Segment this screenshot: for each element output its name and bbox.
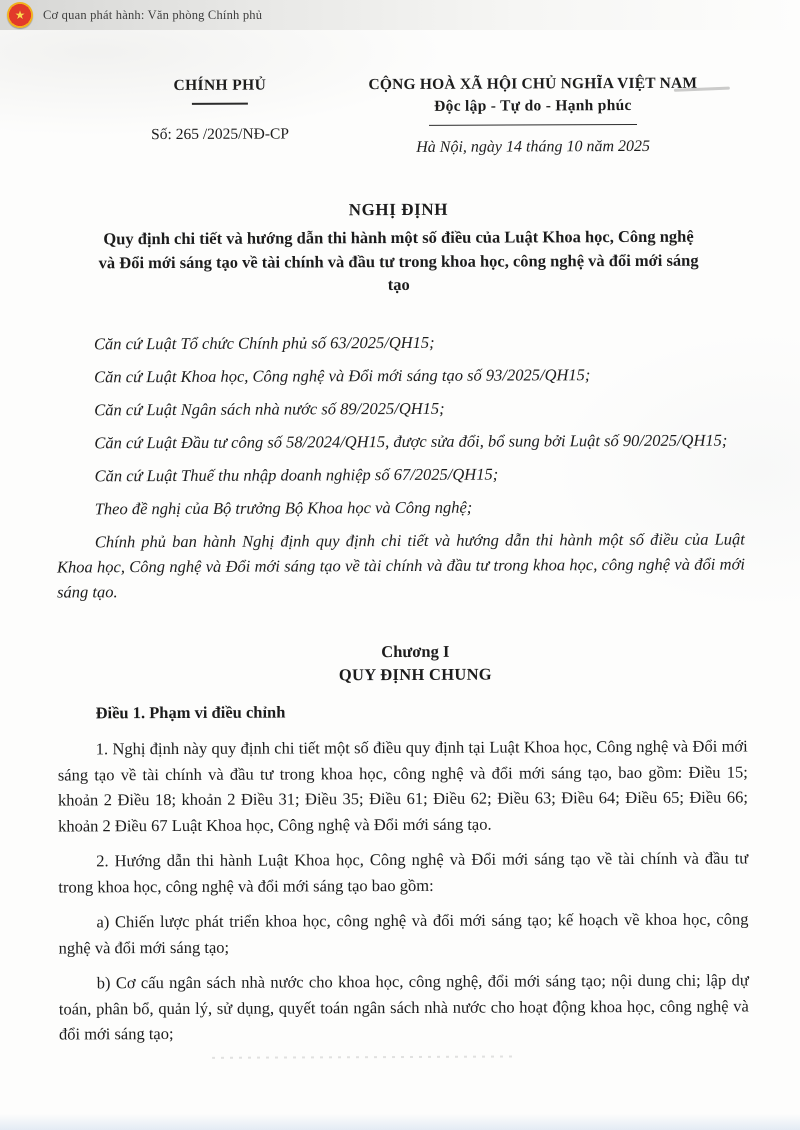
vietnam-emblem-icon [7,2,33,28]
article-clause: a) Chiến lược phát triển khoa học, công nghệ và đổi mới sáng tạo; kế hoạch về khoa học, công nghệ và đổi mới sáng tạo; [58,909,749,957]
chapter-title: QUY ĐỊNH CHUNG [338,664,492,685]
motto-rule [429,124,637,126]
article-clause: 2. Hướng dẫn thi hành Luật Khoa học, Công nghệ và Đổi mới sáng tạo về tài chính và đầu tư trong khoa học, công nghệ và đổi mới sáng tạo bao gồm: [58,848,749,896]
article-clause: 1. Nghị định này quy định chi tiết một số điều quy định tại Luật Khoa học, Công nghệ và Đổi mới sáng tạo về tài chính và đầu tư trong khoa học, công nghệ và đổi mới sáng tạo, bao gồm: Điều 15; khoản 2 Điều 18; khoản 2 Điều 31; Điều 35; Điều 61; Điều 62; Điều 63; Điều 64; Điều 65; Điều 66; khoản 2 Điều 67 Luật Khoa học, Công nghệ và Đổi mới sáng tạo. [57,736,748,835]
preamble-enactment: Chính phủ ban hành Nghị định quy định chi tiết và hướng dẫn thi hành một số điều của Luật Khoa học, Công nghệ và Đổi mới sáng tạo về tài chính và đầu tư trong khoa học, công nghệ và đổi mới sáng tạo. [56,529,745,602]
national-title: CỘNG HOÀ XÃ HỘI CHỦ NGHĨA VIỆT NAM [368,74,698,94]
national-header-block [334,75,732,158]
preamble-citation: Căn cứ Luật Tổ chức Chính phủ số 63/2025/QH15; [93,332,435,354]
scan-bottom-tint [0,1114,800,1130]
issuer-rule [192,103,248,105]
preamble-citation: Căn cứ Luật Ngân sách nhà nước số 89/2025/QH15; [94,398,445,420]
preamble-citation: Theo đề nghị của Bộ trưởng Bộ Khoa học và Công nghệ; [94,497,473,519]
document-type-title: NGHỊ ĐỊNH [348,199,449,220]
scan-artifact-dots [212,1056,512,1059]
issuer-block [106,76,334,144]
preamble-citation: Căn cứ Luật Khoa học, Công nghệ và Đổi mới sáng tạo số 93/2025/QH15; [94,365,591,387]
document-page [0,30,800,1130]
chapter-number: Chương I [381,641,450,662]
preamble-citation: Căn cứ Luật Thuế thu nhập doanh nghiệp số 67/2025/QH15; [94,464,499,486]
issuing-agency-label: Cơ quan phát hành: Văn phòng Chính phủ [43,7,263,22]
title-block [0,198,799,298]
document-number: Số: 265 /2025/NĐ-CP [151,125,289,144]
star-icon: ★ [14,8,26,22]
article-1-section [58,700,750,1057]
national-motto: Độc lập - Tự do - Hạnh phúc [434,96,632,115]
issuer-name: CHÍNH PHỦ [173,76,267,94]
place-and-date: Hà Nội, ngày 14 tháng 10 năm 2025 [416,137,651,156]
document-content [0,28,800,1130]
preamble-section [56,328,745,612]
article-heading: Điều 1. Phạm vi điều chỉnh [95,702,286,723]
article-clause: b) Cơ cấu ngân sách nhà nước cho khoa học, công nghệ, đổi mới sáng tạo; nội dung chi; lập dự toán, phân bổ, quản lý, sử dụng, quyết toán ngân sách nhà nước cho hoạt động khoa học, công nghệ và đổi mới sáng tạo; [58,970,749,1044]
document-subject-title: Quy định chi tiết và hướng dẫn thi hành một số điều của Luật Khoa học, Công nghệ và Đổi mới sáng tạo về tài chính và đầu tư trong khoa học, công nghệ và đổi mới sáng tạo [98,226,699,295]
scan-header-bar [0,0,800,30]
preamble-citation: Căn cứ Luật Đầu tư công số 58/2024/QH15, được sửa đổi, bổ sung bởi Luật số 90/2025/QH15; [94,430,728,453]
chapter-heading [0,640,800,687]
